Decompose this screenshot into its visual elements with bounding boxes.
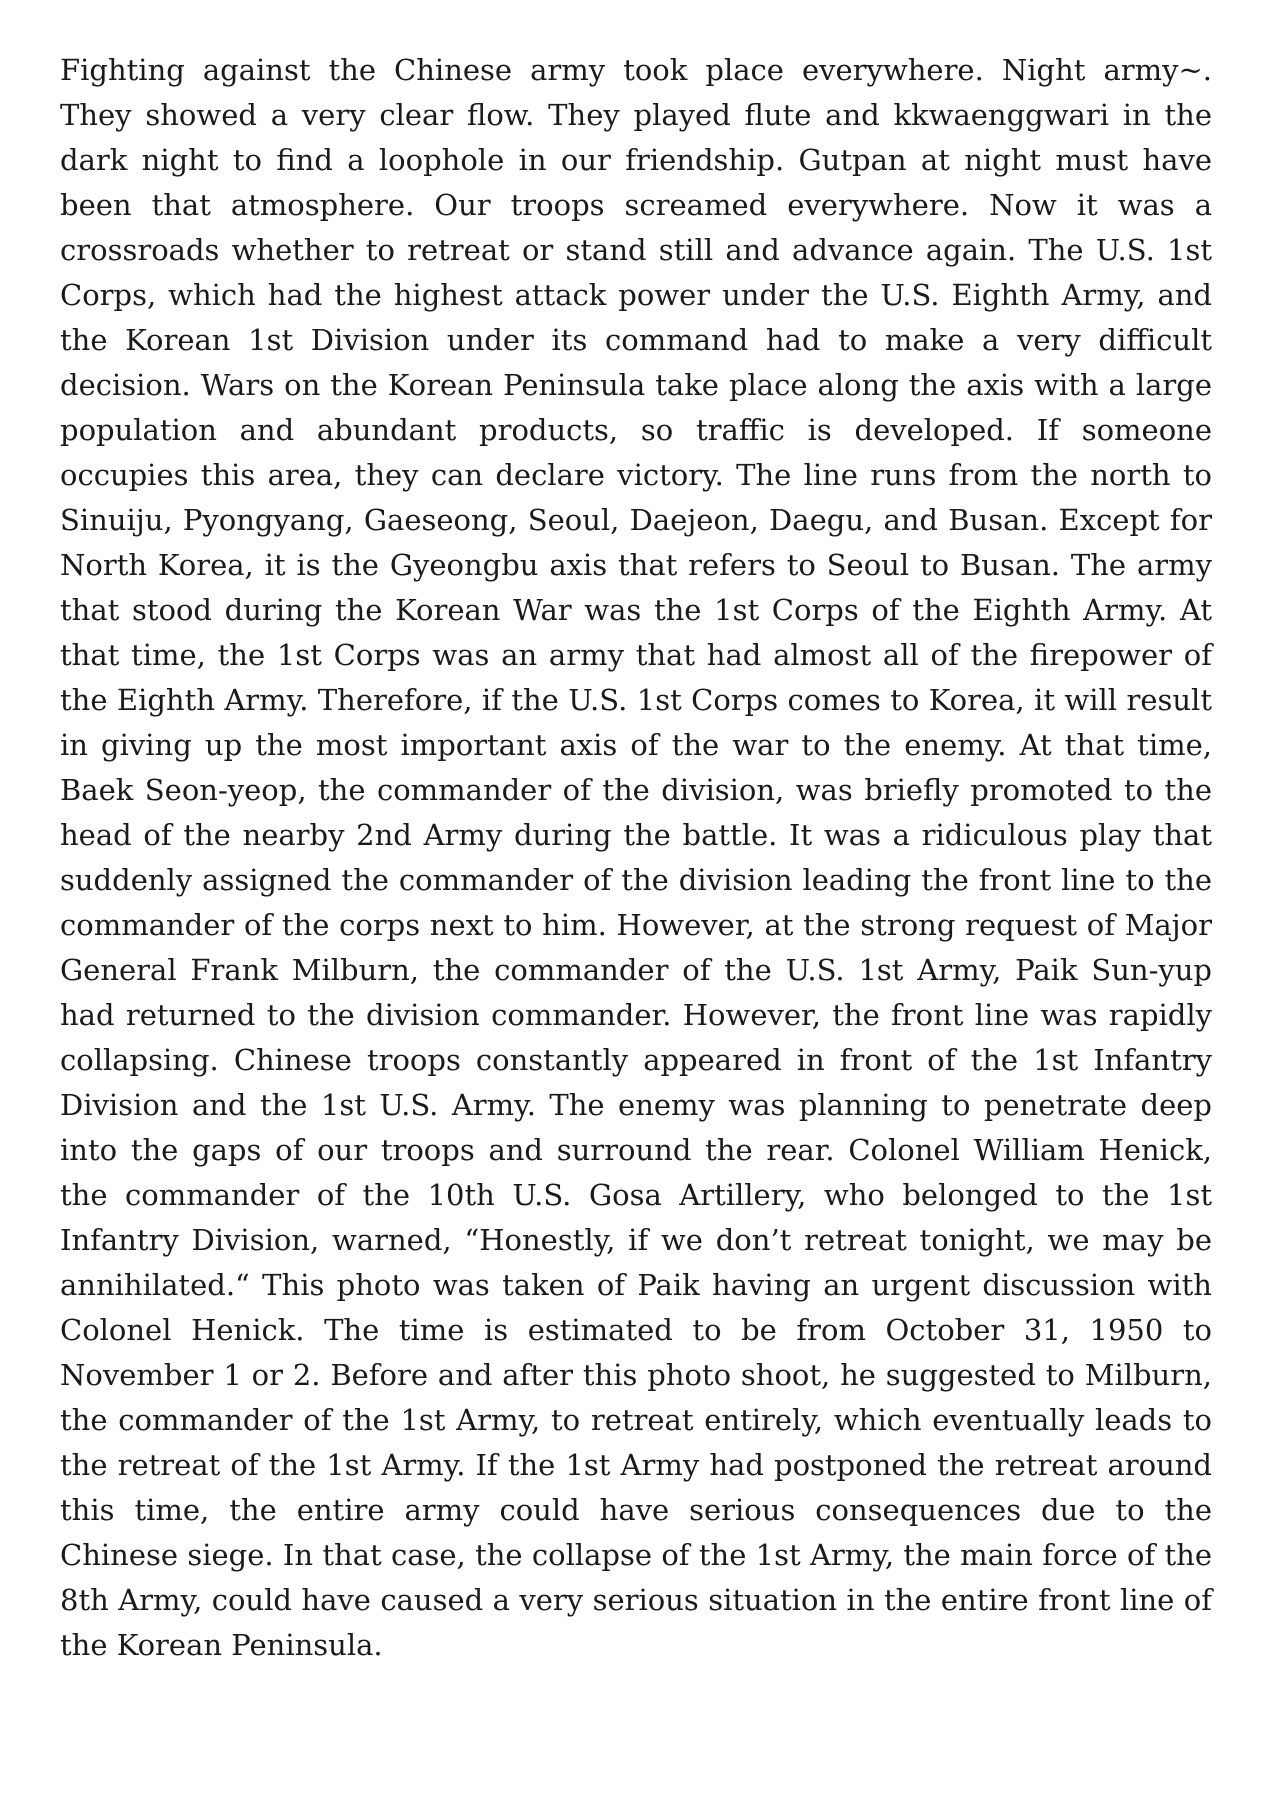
document-page — [60, 48, 1212, 1668]
body-paragraph: Fighting against the Chinese army took place everywhere. Night army~. They showed a very clear flow. They played flute and kkwaenggwari in the dark night to find a loophole in our friendship. Gutpan at night must have been that atmosphere. Our troops screamed everywhere. Now it was a crossroads whether to retreat or stand still and advance again. The U.S. 1st Corps, which had the highest attack power under the U.S. Eighth Army, and the Korean 1st Division under its command had to make a very difficult decision. Wars on the Korean Peninsula take place along the axis with a large population and abundant products, so traffic is developed. If someone occupies this area, they can declare victory. The line runs from the north to Sinuiju, Pyongyang, Gaeseong, Seoul, Daejeon, Daegu, and Busan. Except for North Korea, it is the Gyeongbu axis that refers to Seoul to Busan. The army that stood during the Korean War was the 1st Corps of the Eighth Army. At that time, the 1st Corps was an army that had almost all of the firepower of the Eighth Army. Therefore, if the U.S. 1st Corps comes to Korea, it will result in giving up the most important axis of the war to the enemy. At that time, Baek Seon-yeop, the commander of the division, was briefly promoted to the head of the nearby 2nd Army during the battle. It was a ridiculous play that suddenly assigned the commander of the division leading the front line to the commander of the corps next to him. However, at the strong request of Major General Frank Milburn, the commander of the U.S. 1st Army, Paik Sun-yup had returned to the division commander. However, the front line was rapidly collapsing. Chinese troops constantly appeared in front of the 1st Infantry Division and the 1st U.S. Army. The enemy was planning to penetrate deep into the gaps of our troops and surround the rear. Colonel William Henick, the commander of the 10th U.S. Gosa Artillery, who belonged to the 1st Infantry Division, warned, “Honestly, if we don’t retreat tonight, we may be annihilated.“ This photo was taken of Paik having an urgent discussion with Colonel Henick. The time is estimated to be from October 31, 1950 to November 1 or 2. Before and after this photo shoot, he suggested to Milburn, the commander of the 1st Army, to retreat entirely, which eventually leads to the retreat of the 1st Army. If the 1st Army had postponed the retreat around this time, the entire army could have serious consequences due to the Chinese siege. In that case, the collapse of the 1st Army, the main force of the 8th Army, could have caused a very serious situation in the entire front line of the Korean Peninsula. — [60, 53, 1212, 1662]
